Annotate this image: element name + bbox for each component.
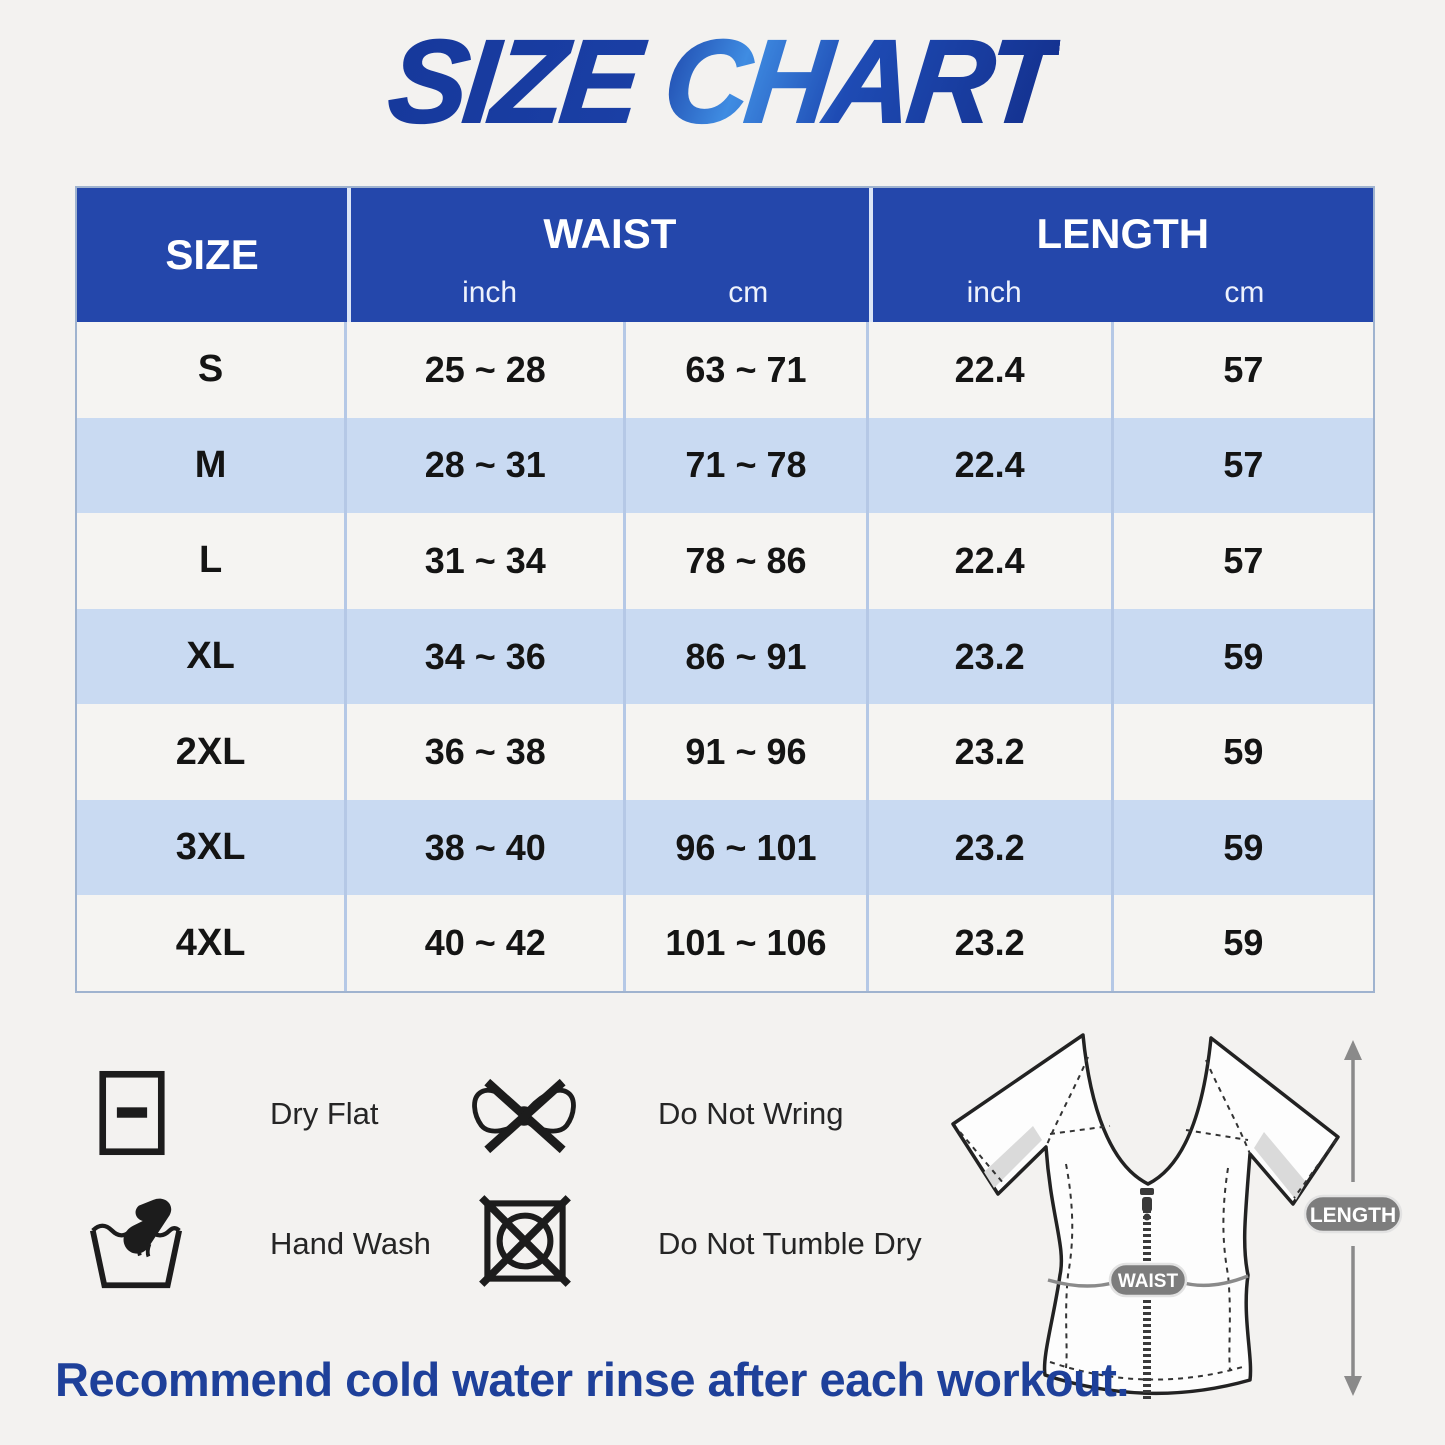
table-row — [77, 418, 1373, 514]
length-cm-cell: 59 — [1223, 731, 1264, 773]
length-badge: LENGTH — [1309, 1204, 1397, 1227]
length-inch-cell: 22.4 — [869, 322, 1114, 418]
header-waist-cm: cm — [728, 276, 769, 309]
title-wrap — [0, 14, 1445, 150]
length-cm-cell: 59 — [1223, 635, 1264, 677]
do-not-tumble-dry-icon — [478, 1194, 572, 1293]
waist-cm-cell: 86 ~ 91 — [626, 609, 868, 705]
size-cell: 2XL — [77, 704, 347, 800]
page-title: SIZE CHART — [382, 16, 1063, 148]
length-cm-cell: 57 — [1223, 444, 1264, 486]
dry-flat-icon — [98, 1068, 166, 1163]
header-length-group — [869, 188, 1373, 322]
header-length-cm: cm — [1224, 276, 1265, 309]
size-cell: 4XL — [77, 895, 347, 991]
header-waist-units — [351, 276, 868, 310]
waist-cm-cell: 63 ~ 71 — [626, 322, 868, 418]
waist-inch-cell: 38 ~ 40 — [347, 800, 626, 896]
length-inch-cell: 23.2 — [869, 609, 1114, 705]
care-label-dry-flat: Dry Flat — [270, 1096, 379, 1131]
waist-inch-cell: 36 ~ 38 — [347, 704, 626, 800]
care-label-hand-wash: Hand Wash — [270, 1226, 431, 1261]
table-row — [77, 513, 1373, 609]
waist-inch-cell: 40 ~ 42 — [347, 895, 626, 991]
length-cm-cell: 57 — [1223, 348, 1264, 390]
length-cm-cell: 57 — [1223, 539, 1264, 581]
hand-wash-icon — [88, 1196, 184, 1297]
waist-cm-cell: 101 ~ 106 — [626, 895, 868, 991]
length-inch-cell: 22.4 — [869, 513, 1114, 609]
header-waist-group — [347, 188, 868, 322]
size-cell: M — [77, 418, 347, 514]
table-row — [77, 609, 1373, 705]
size-cell: XL — [77, 609, 347, 705]
header-waist-inch: inch — [462, 276, 518, 309]
waist-badge: WAIST — [1117, 1271, 1179, 1292]
size-table — [75, 186, 1375, 993]
waist-inch-cell: 34 ~ 36 — [347, 609, 626, 705]
waist-inch-cell: 28 ~ 31 — [347, 418, 626, 514]
length-inch-cell: 22.4 — [869, 418, 1114, 514]
size-cell: S — [77, 322, 347, 418]
size-cell: L — [77, 513, 347, 609]
waist-cm-cell: 91 ~ 96 — [626, 704, 868, 800]
table-header — [77, 188, 1373, 322]
waist-cm-cell: 78 ~ 86 — [626, 513, 868, 609]
footer-note: Recommend cold water rinse after each workout. — [55, 1353, 1129, 1406]
waist-cm-cell: 71 ~ 78 — [626, 418, 868, 514]
header-length-inch: inch — [966, 276, 1022, 309]
length-inch-cell: 23.2 — [869, 800, 1114, 896]
table-row — [77, 322, 1373, 418]
waist-inch-cell: 31 ~ 34 — [347, 513, 626, 609]
header-length-units — [873, 276, 1373, 310]
care-label-do-not-tumble-dry: Do Not Tumble Dry — [658, 1226, 922, 1261]
header-length: LENGTH — [1036, 210, 1210, 257]
header-size: SIZE — [165, 231, 259, 278]
table-row — [77, 800, 1373, 896]
length-inch-cell: 23.2 — [869, 704, 1114, 800]
size-cell: 3XL — [77, 800, 347, 896]
table-row — [77, 704, 1373, 800]
table-row — [77, 895, 1373, 991]
do-not-wring-icon — [466, 1076, 582, 1161]
length-inch-cell: 23.2 — [869, 895, 1114, 991]
waist-inch-cell: 25 ~ 28 — [347, 322, 626, 418]
waist-cm-cell: 96 ~ 101 — [626, 800, 868, 896]
table-body — [77, 322, 1373, 991]
length-cm-cell: 59 — [1223, 826, 1264, 868]
header-waist: WAIST — [543, 210, 677, 257]
length-cm-cell: 59 — [1223, 922, 1264, 964]
care-label-do-not-wring: Do Not Wring — [658, 1096, 844, 1131]
